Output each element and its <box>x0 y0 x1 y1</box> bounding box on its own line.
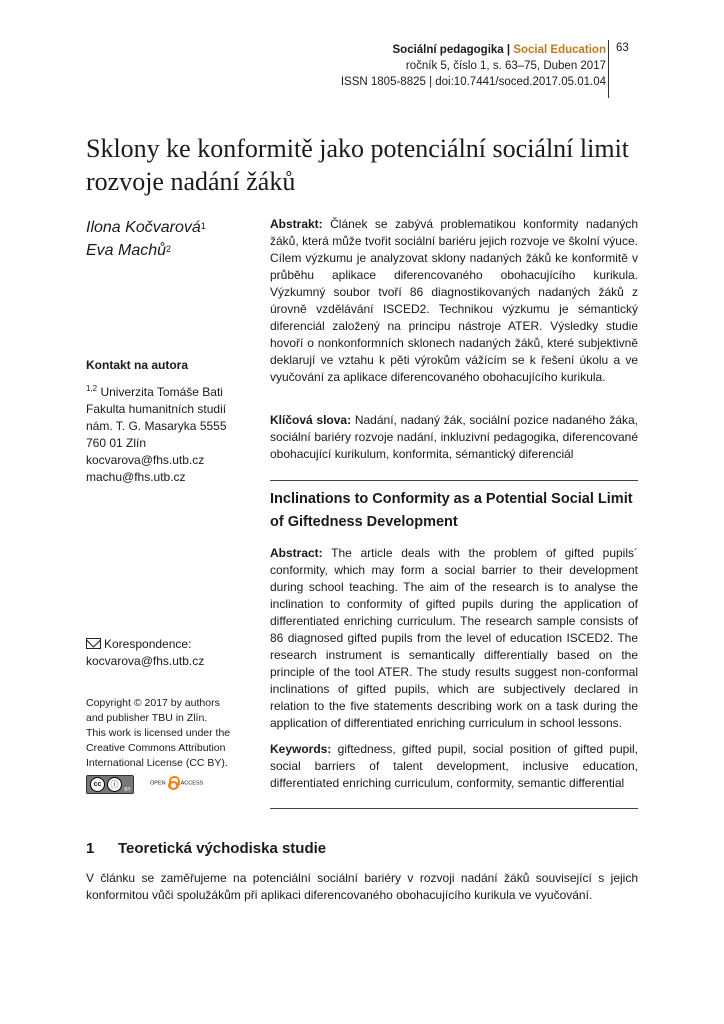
journal-name <box>341 42 606 58</box>
journal-separator: | <box>506 44 511 56</box>
email-link-1[interactable]: kocvarova@fhs.utb.cz <box>86 453 205 467</box>
cc-icon: cc <box>90 777 105 792</box>
abstract-czech <box>270 216 638 386</box>
copyright-line: Creative Commons Attribution <box>86 742 226 754</box>
email-link-2[interactable]: machu@fhs.utb.cz <box>86 470 186 484</box>
article-title <box>86 132 646 198</box>
open-access-logo <box>150 776 203 790</box>
section-number: 1 <box>86 840 95 857</box>
copyright-line: This work is licensed under the <box>86 727 231 739</box>
journal-name-cz: Sociální pedagogika <box>392 44 504 56</box>
open-lock-icon <box>168 776 179 790</box>
header-divider <box>608 40 609 98</box>
affiliation-mark: 1,2 <box>86 384 98 393</box>
abstract-english <box>270 545 638 732</box>
author-2 <box>86 239 206 262</box>
copyright-notice <box>86 696 230 771</box>
abstract-english-text: The article deals with the problem of gifted pupils´ conformity, which may form a social barrier to their development during school teaching. The aim of the research is to analyse the inclination to conformity of gifted pupils during the application of differentiated enriching curriculum. The research sample consists of 86 diagnosed gifted pupils from the level of education ISCED2. The research instrument is semantically differentially based on the principle of the tool ATER. The study results suggest non-conformal inclinations of gifted pupils, which are subjectively declared in relation to the five statements describing work on a task during the application of differentiated enriching curriculum in school lessons. <box>270 546 638 730</box>
author-2-name: Eva Machů <box>86 242 167 259</box>
abstract-english-label: Abstract: <box>270 546 323 560</box>
correspondence-email[interactable]: kocvarova@fhs.utb.cz <box>86 654 205 668</box>
open-access-word-open: OPEN <box>150 780 166 787</box>
faculty-name: Fakulta humanitních studií <box>86 402 227 416</box>
copyright-line: Copyright © 2017 by authors <box>86 697 220 709</box>
keywords-english-text: giftedness, gifted pupil, social position of gifted pupil, social barriers of talent development, inclusive education, differentiated enriching curriculum, conformity, semantic differential <box>270 742 638 790</box>
author-1 <box>86 216 206 239</box>
article-title-line-1: Sklony ke konformitě jako potenciální sociální limit <box>86 134 630 163</box>
section-heading <box>86 840 326 857</box>
abstract-czech-text: Článek se zabývá problematikou konformity nadaných žáků, která může tvořit sociální bariéru jejich rozvoje ve školní výuce. Cílem výzkumu je analyzovat sklony nadaných žáků ke konformitě v průběhu aplikace diferencovaného obohacujícího kurikula. Výzkumný soubor tvoří 86 diagnostikovaných nadaných žáků z úrovně vzdělávání ISCED2. Technikou výzkumu je sémantický diferenciál založený na principu nástroje ATER. Výsledky studie hovoří o nonkonformních sklonech nadaných žáků, které subjektivně deklarují ve vztahu k pěti výrokům vážícím se k řešení úkolu a ve vyučování za aplikace diferencovaného obohacujícího kurikula. <box>270 217 638 384</box>
section-title: Teoretická východiska studie <box>118 840 327 857</box>
keywords-czech <box>270 412 638 463</box>
attribution-icon: ⓘ <box>107 777 122 792</box>
correspondence-label: Korespondence: <box>104 637 192 651</box>
street-address: nám. T. G. Masaryka 5555 <box>86 419 227 433</box>
article-title-english: Inclinations to Conformity as a Potential Social Limit of Giftedness Development <box>270 491 633 530</box>
envelope-icon <box>86 638 101 649</box>
author-1-affiliation-mark: 1 <box>200 221 206 231</box>
body-paragraph: V článku se zaměřujeme na potenciální sociální bariéry v rozvoji nadání žáků související s jejich konformitou vůči spolužákům při aplikaci diferencovaného obohacujícího kurikula ve vyučování. <box>86 871 638 902</box>
affiliation-block <box>86 380 227 486</box>
open-access-word-access: ACCESS <box>180 780 204 787</box>
keywords-english-label: Keywords: <box>270 742 332 756</box>
journal-issue: ročník 5, číslo 1, s. 63–75, Duben 2017 <box>405 60 606 72</box>
journal-issn-doi: ISSN 1805-8825 | doi:10.7441/soced.2017.05.01.04 <box>340 76 606 88</box>
copyright-line: and publisher TBU in Zlín. <box>86 712 208 724</box>
by-label: BY <box>124 787 131 793</box>
author-list <box>86 216 206 262</box>
contact-heading: Kontakt na autora <box>86 358 189 372</box>
section-divider-bottom <box>270 808 638 809</box>
correspondence-block <box>86 636 204 670</box>
correspondence-label-line <box>86 636 204 653</box>
cc-by-license-badge[interactable] <box>86 775 134 794</box>
journal-name-en: Social Education <box>513 44 606 56</box>
article-title-line-2: rozvoje nadání žáků <box>86 167 296 196</box>
author-1-name: Ilona Kočvarová <box>86 219 201 236</box>
city-postcode: 760 01 Zlín <box>86 436 147 450</box>
keywords-czech-text: Nadání, nadaný žák, sociální pozice nadaného žáka, sociální bariéry rozvoje nadání, inkluzivní pedagogika, diferencované obohacující kurikulum, konformita, sémantický diferenciál <box>270 413 639 461</box>
university-name: Univerzita Tomáše Bati <box>100 385 223 399</box>
abstract-czech-label: Abstrakt: <box>270 217 323 231</box>
journal-header <box>341 42 606 90</box>
keywords-english <box>270 741 638 792</box>
author-2-affiliation-mark: 2 <box>166 244 172 254</box>
keywords-czech-label: Klíčová slova: <box>270 413 352 427</box>
copyright-line: International License (CC BY). <box>86 757 228 769</box>
page-number: 63 <box>616 42 629 54</box>
section-divider-top <box>270 480 638 481</box>
affiliation-line <box>86 380 227 401</box>
